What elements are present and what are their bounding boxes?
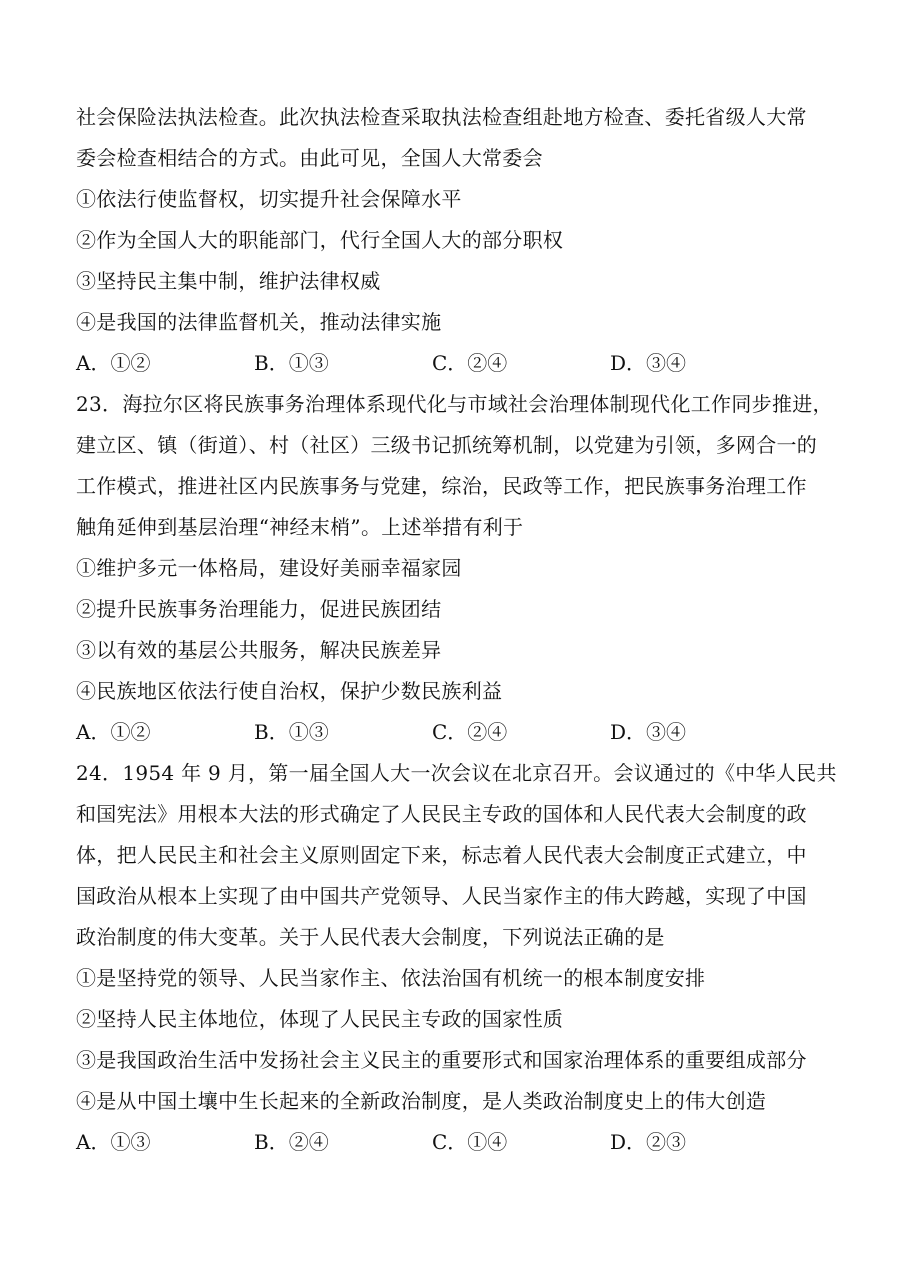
question-24-choice-3: ③是我国政治生活中发扬社会主义民主的重要形式和国家治理体系的重要组成部分 (76, 1048, 807, 1072)
question-23-choice-2: ②提升民族事务治理能力，促进民族团结 (76, 597, 442, 621)
question-24-choice-2: ②坚持人民主体地位，体现了人民民主专政的国家性质 (76, 1007, 564, 1031)
question-24-stem-line-4: 国政治从根本上实现了由中国共产党领导、人民当家作主的伟大跨越，实现了中国 (76, 884, 807, 908)
question-24-stem-line-1: 24．1954 年 9 月，第一届全国人大一次会议在北京召开。会议通过的《中华人民共 (76, 761, 837, 785)
option-b: B．②④ (254, 1130, 329, 1154)
question-23-choice-1: ①维护多元一体格局，建设好美丽幸福家园 (76, 556, 462, 580)
option-d: D．③④ (610, 351, 687, 375)
question-22-choice-1: ①依法行使监督权，切实提升社会保障水平 (76, 187, 462, 211)
question-23-stem-line-4: 触角延伸到基层治理“神经末梢”。上述举措有利于 (76, 515, 524, 539)
question-22-stem-line-1: 社会保险法执法检查。此次执法检查采取执法检查组赴地方检查、委托省级人大常 (76, 105, 807, 129)
question-22-choice-3: ③坚持民主集中制，维护法律权威 (76, 269, 381, 293)
option-d: D．②③ (610, 1130, 687, 1154)
question-23-stem-line-3: 工作模式，推进社区内民族事务与党建，综治，民政等工作，把民族事务治理工作 (76, 474, 807, 498)
question-22-stem-line-2: 委会检查相结合的方式。由此可见，全国人大常委会 (76, 146, 543, 170)
option-a: A．①② (76, 351, 151, 375)
question-24-stem-line-5: 政治制度的伟大变革。关于人民代表大会制度，下列说法正确的是 (76, 925, 665, 949)
option-c: C．①④ (432, 1130, 508, 1154)
option-a: A．①③ (76, 1130, 151, 1154)
option-b: B．①③ (254, 351, 329, 375)
option-c: C．②④ (432, 720, 508, 744)
option-a: A．①② (76, 720, 151, 744)
option-b: B．①③ (254, 720, 329, 744)
question-24-stem-line-3: 体，把人民民主和社会主义原则固定下来，标志着人民代表大会制度正式建立，中 (76, 843, 807, 867)
question-24-stem-line-2: 和国宪法》用根本大法的形式确定了人民民主专政的国体和人民代表大会制度的政 (76, 802, 807, 826)
question-23-stem-line-1: 23．海拉尔区将民族事务治理体系现代化与市域社会治理体制现代化工作同步推进， (76, 392, 833, 416)
question-23-stem-line-2: 建立区、镇（街道）、村（社区）三级书记抓统筹机制，以党建为引领，多网合一的 (76, 433, 818, 457)
option-d: D．③④ (610, 720, 687, 744)
question-24-choice-4: ④是从中国土壤中生长起来的全新政治制度，是人类政治制度史上的伟大创造 (76, 1089, 767, 1113)
question-23-choice-3: ③以有效的基层公共服务，解决民族差异 (76, 638, 442, 662)
question-22-choice-4: ④是我国的法律监督机关，推动法律实施 (76, 310, 442, 334)
question-23-choice-4: ④民族地区依法行使自治权，保护少数民族利益 (76, 679, 503, 703)
question-22-choice-2: ②作为全国人大的职能部门，代行全国人大的部分职权 (76, 228, 564, 252)
option-c: C．②④ (432, 351, 508, 375)
question-24-choice-1: ①是坚持党的领导、人民当家作主、依法治国有机统一的根本制度安排 (76, 966, 706, 990)
